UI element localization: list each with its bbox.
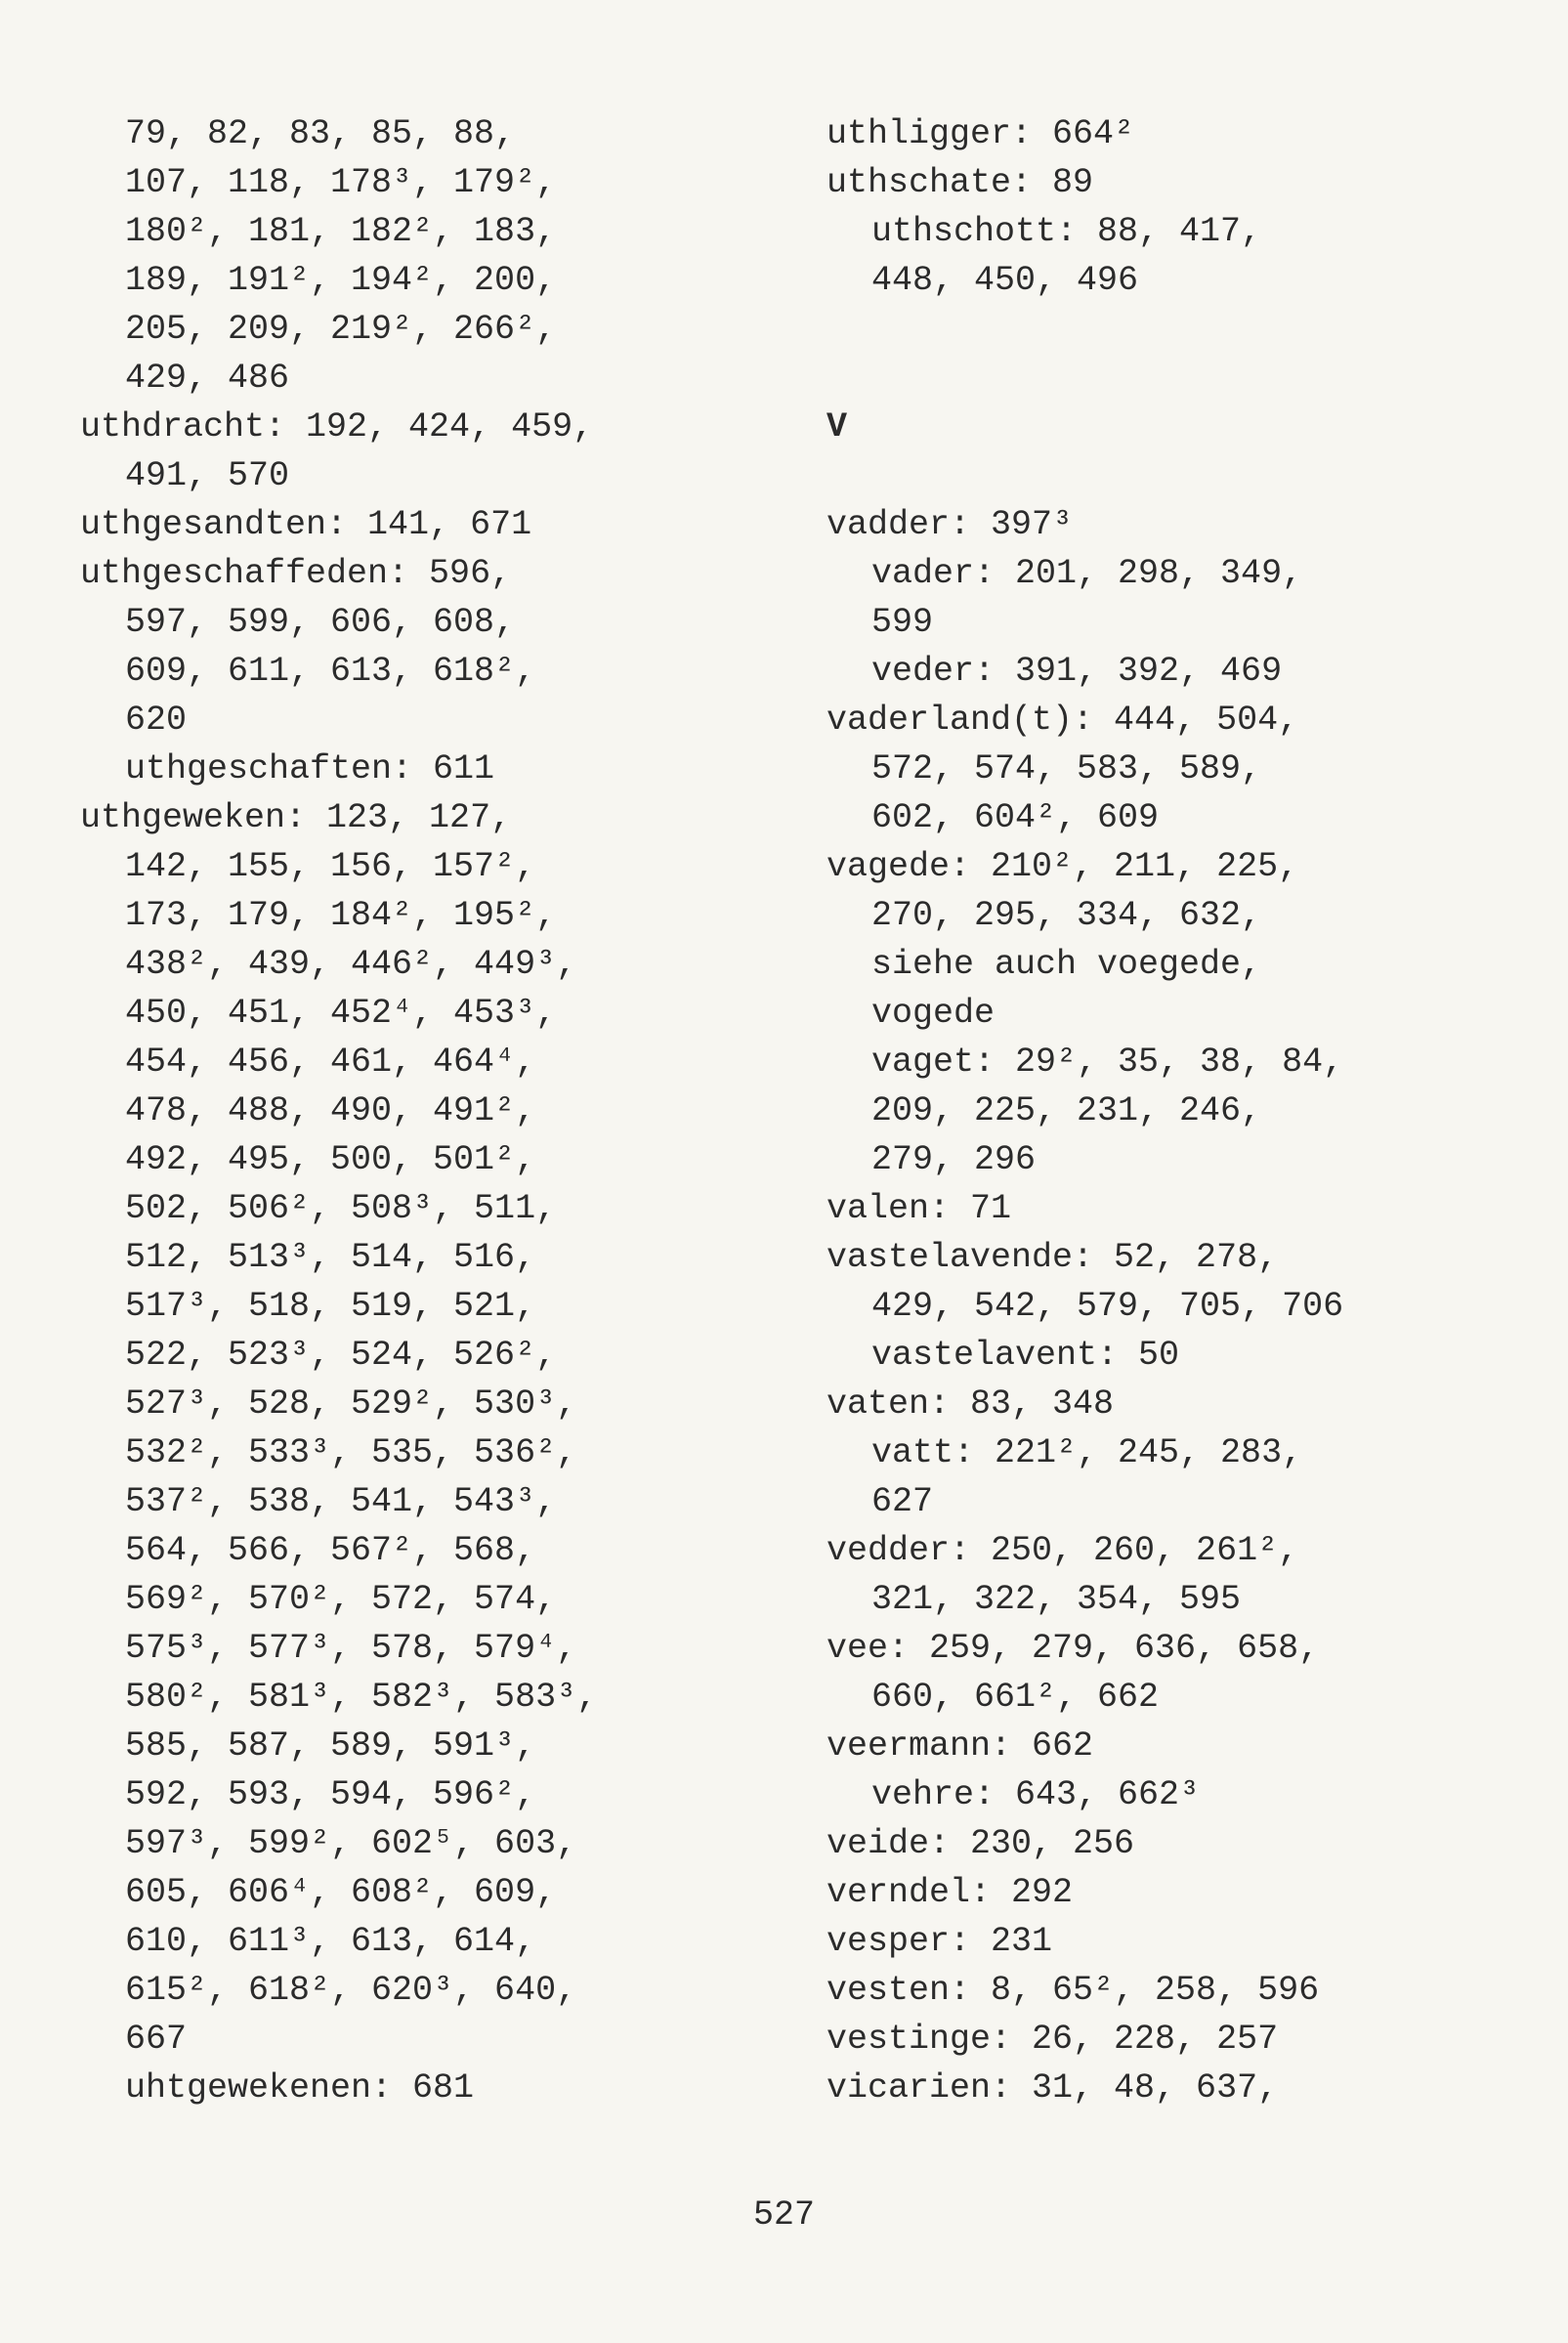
index-entry-continuation: 209, 225, 231, 246, (871, 1091, 1262, 1130)
index-entry-continuation: 279, 296 (871, 1140, 1037, 1179)
index-entry-continuation: 491, 570 (125, 456, 290, 495)
index-entry-continuation: 575³, 577³, 578, 579⁴, (125, 1629, 577, 1668)
index-entry-continuation: 569², 570², 572, 574, (125, 1580, 557, 1619)
index-entry-continuation: 572, 574, 583, 589, (871, 749, 1262, 788)
index-entry-continuation: vogede (871, 994, 996, 1033)
index-entry-continuation: 502, 506², 508³, 511, (125, 1189, 557, 1228)
index-entry: vagede: 210², 211, 225, (826, 847, 1299, 886)
section-letter-heading: V (826, 407, 848, 447)
index-entry-continuation: 454, 456, 461, 464⁴, (125, 1043, 536, 1082)
index-entry-continuation: 580², 581³, 582³, 583³, (125, 1678, 598, 1717)
index-entry-continuation: 564, 566, 567², 568, (125, 1531, 536, 1570)
index-entry-continuation: 627 (871, 1482, 934, 1521)
index-entry: vastelavende: 52, 278, (826, 1238, 1279, 1277)
index-entry-continuation: 438², 439, 446², 449³, (125, 945, 577, 984)
index-entry: vicarien: 31, 48, 637, (826, 2068, 1279, 2108)
index-entry-continuation: 660, 661², 662 (871, 1678, 1160, 1717)
index-entry: uthgesandten: 141, 671 (80, 505, 532, 544)
index-entry: uthligger: 664² (826, 114, 1135, 153)
index-entry-continuation: 667 (125, 2020, 188, 2059)
index-entry: uthdracht: 192, 424, 459, (80, 407, 594, 447)
index-entry-continuation: 321, 322, 354, 595 (871, 1580, 1242, 1619)
index-entry-continuation: 602, 604², 609 (871, 798, 1160, 837)
index-entry: vaderland(t): 444, 504, (826, 701, 1299, 740)
index-entry: vadder: 397³ (826, 505, 1074, 544)
index-column-right (826, 109, 1510, 2112)
index-entry-continuation: 615², 618², 620³, 640, (125, 1971, 577, 2010)
index-entry: vaten: 83, 348 (826, 1384, 1115, 1424)
index-entry: veermann: 662 (826, 1726, 1094, 1766)
index-entry: vesten: 8, 65², 258, 596 (826, 1971, 1320, 2010)
index-entry: valen: 71 (826, 1189, 1012, 1228)
index-entry-continuation: 478, 488, 490, 491², (125, 1091, 536, 1130)
index-entry-continuation: 592, 593, 594, 596², (125, 1775, 536, 1814)
index-entry-continuation: 537², 538, 541, 543³, (125, 1482, 557, 1521)
index-variant-entry: veder: 391, 392, 469 (871, 652, 1283, 691)
blank-line (826, 451, 1510, 500)
index-entry: uthgeschaffeden: 596, (80, 554, 512, 593)
index-entry-continuation: 450, 451, 452⁴, 453³, (125, 994, 557, 1033)
index-variant-entry: vastelavent: 50 (871, 1336, 1180, 1375)
index-entry-continuation: 79, 82, 83, 85, 88, (125, 114, 516, 153)
blank-line (826, 354, 1510, 403)
index-entry-continuation: 173, 179, 184², 195², (125, 896, 557, 935)
index-entry-continuation: 522, 523³, 524, 526², (125, 1336, 557, 1375)
index-entry: veide: 230, 256 (826, 1824, 1135, 1863)
index-column-left (80, 109, 725, 2112)
index-entry: vesper: 231 (826, 1922, 1053, 1961)
index-entry: uthgeweken: 123, 127, (80, 798, 512, 837)
index-entry-continuation: 597, 599, 606, 608, (125, 603, 516, 642)
index-entry-continuation: 605, 606⁴, 608², 609, (125, 1873, 557, 1912)
index-entry-continuation: 448, 450, 496 (871, 261, 1139, 300)
index-entry-continuation: 532², 533³, 535, 536², (125, 1433, 577, 1472)
index-entry-continuation: 492, 495, 500, 501², (125, 1140, 536, 1179)
index-variant-entry: vader: 201, 298, 349, (871, 554, 1303, 593)
index-entry-continuation: 609, 611, 613, 618², (125, 652, 536, 691)
index-entry-continuation: 205, 209, 219², 266², (125, 310, 557, 349)
index-entry-continuation: 599 (871, 603, 934, 642)
index-entry-continuation: 180², 181, 182², 183, (125, 212, 557, 251)
index-variant-entry: vatt: 221², 245, 283, (871, 1433, 1303, 1472)
index-variant-entry: vehre: 643, 662³ (871, 1775, 1201, 1814)
index-entry-continuation: 527³, 528, 529², 530³, (125, 1384, 577, 1424)
index-entry: vee: 259, 279, 636, 658, (826, 1629, 1320, 1668)
index-entry-continuation: 107, 118, 178³, 179², (125, 163, 557, 202)
index-entry: vedder: 250, 260, 261², (826, 1531, 1299, 1570)
index-entry-continuation: 620 (125, 701, 188, 740)
index-entry-continuation: 517³, 518, 519, 521, (125, 1287, 536, 1326)
index-entry: uthschate: 89 (826, 163, 1094, 202)
index-variant-entry: vaget: 29², 35, 38, 84, (871, 1043, 1344, 1082)
index-variant-entry: uthgeschaften: 611 (125, 749, 495, 788)
index-entry-continuation: 585, 587, 589, 591³, (125, 1726, 536, 1766)
index-entry: vestinge: 26, 228, 257 (826, 2020, 1279, 2059)
index-entry-continuation: 429, 542, 579, 705, 706 (871, 1287, 1344, 1326)
index-entry: verndel: 292 (826, 1873, 1074, 1912)
blank-line (826, 305, 1510, 354)
index-variant-entry: uhtgewekenen: 681 (125, 2068, 475, 2108)
index-entry-continuation: siehe auch voegede, (871, 945, 1262, 984)
page-number: 527 (752, 2195, 815, 2235)
index-entry-continuation: 142, 155, 156, 157², (125, 847, 536, 886)
index-variant-entry: uthschott: 88, 417, (871, 212, 1262, 251)
index-entry-continuation: 429, 486 (125, 359, 290, 398)
index-entry-continuation: 189, 191², 194², 200, (125, 261, 557, 300)
index-entry-continuation: 610, 611³, 613, 614, (125, 1922, 536, 1961)
index-entry-continuation: 512, 513³, 514, 516, (125, 1238, 536, 1277)
index-entry-continuation: 597³, 599², 602⁵, 603, (125, 1824, 577, 1863)
index-entry-continuation: 270, 295, 334, 632, (871, 896, 1262, 935)
